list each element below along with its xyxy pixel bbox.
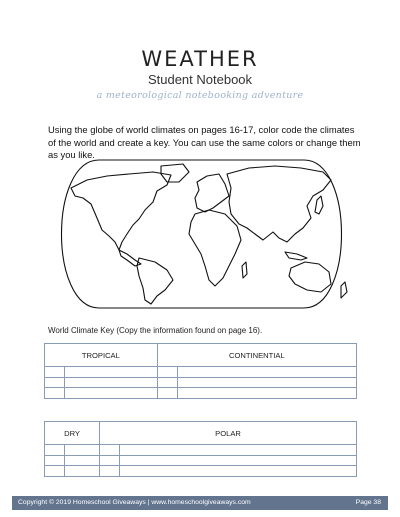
indonesia-outline (285, 252, 307, 260)
key-row (45, 455, 357, 466)
greenland-outline (161, 164, 189, 182)
climate-key-table-1 (44, 343, 357, 399)
key-entry-cell[interactable] (65, 455, 100, 466)
key-header-right: POLAR (100, 422, 357, 445)
color-swatch-cell[interactable] (157, 377, 177, 388)
key-entry-cell[interactable] (120, 455, 357, 466)
south-america-outline (137, 258, 173, 304)
key-row (45, 377, 357, 388)
color-swatch-cell[interactable] (100, 445, 120, 456)
key-entry-cell[interactable] (177, 367, 356, 378)
key-row (45, 388, 357, 399)
key-row (45, 445, 357, 456)
key-row (45, 466, 357, 477)
color-swatch-cell[interactable] (100, 455, 120, 466)
key-row (45, 367, 357, 378)
page-subtitle: Student Notebook (147, 72, 253, 87)
key-header-left: DRY (45, 422, 100, 445)
key-entry-cell[interactable] (65, 445, 100, 456)
color-swatch-cell[interactable] (45, 466, 65, 477)
page-tagline: a meteorological notebooking adventure (96, 90, 304, 101)
color-swatch-cell[interactable] (45, 445, 65, 456)
color-swatch-cell[interactable] (100, 466, 120, 477)
key-entry-cell[interactable] (65, 377, 158, 388)
asia-outline (227, 166, 331, 242)
japan-outline (315, 196, 323, 214)
key-entry-cell[interactable] (65, 466, 100, 477)
page-header (0, 48, 400, 101)
key-entry-cell[interactable] (65, 388, 158, 399)
key-entry-cell[interactable] (177, 377, 356, 388)
page-number: Page 38 (355, 499, 381, 506)
europe-outline (195, 174, 229, 212)
new-zealand-outline (341, 282, 347, 298)
climate-key-table-2 (44, 421, 357, 477)
color-swatch-cell[interactable] (45, 367, 65, 378)
key-entry-cell[interactable] (120, 445, 357, 456)
madagascar-outline (242, 262, 247, 278)
key-entry-cell[interactable] (65, 367, 158, 378)
instructions-text: Using the globe of world climates on pages 16-17, color code the climates of the world and create a key. You can use the same colors or change them as you like. (48, 124, 361, 160)
key-entry-cell[interactable] (120, 466, 357, 477)
copyright-text: Copyright © 2019 Homeschool Giveaways | www.homeschoolgiveaways.com (18, 499, 251, 506)
color-swatch-cell[interactable] (157, 367, 177, 378)
page-footer (12, 496, 388, 510)
australia-outline (289, 262, 331, 292)
color-swatch-cell[interactable] (157, 388, 177, 399)
key-entry-cell[interactable] (177, 388, 356, 399)
north-america-outline (71, 172, 171, 250)
color-swatch-cell[interactable] (45, 455, 65, 466)
world-map (49, 158, 354, 310)
page-title: WEATHER (141, 47, 259, 71)
world-map-icon (49, 158, 354, 310)
key-header-right: CONTINENTIAL (157, 344, 356, 367)
key-header-left: TROPICAL (45, 344, 158, 367)
color-swatch-cell[interactable] (45, 388, 65, 399)
color-swatch-cell[interactable] (45, 377, 65, 388)
africa-outline (189, 210, 241, 286)
climate-key-label: World Climate Key (Copy the information found on page 16). (48, 326, 263, 335)
